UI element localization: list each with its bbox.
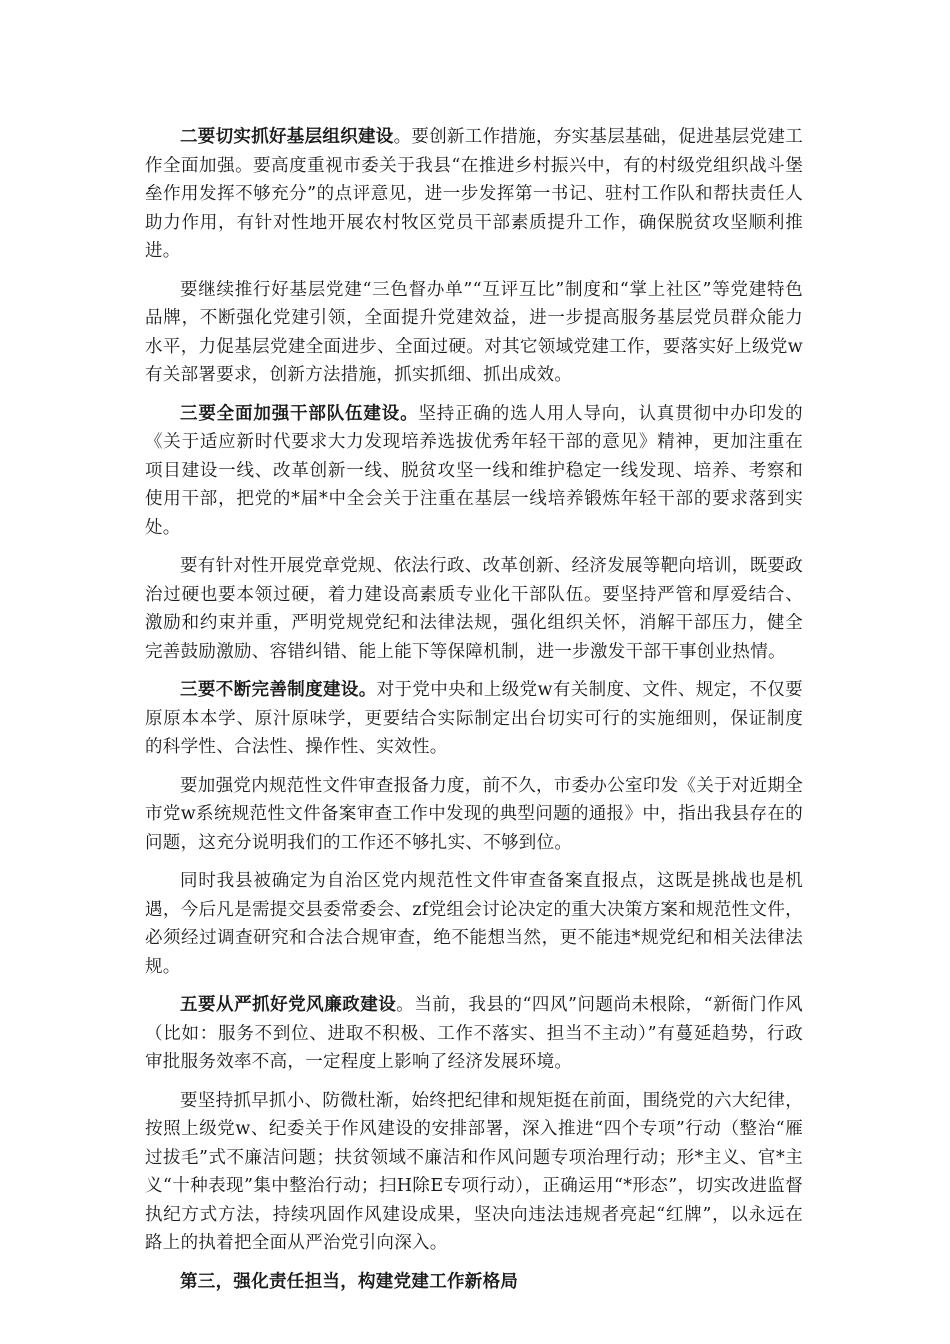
paragraph-body: 要加强党内规范性文件审查报备力度，前不久，市委办公室印发《关于对近期全市党w系统规范性文件备案审查工作中发现的典型问题的通报》中，指出我县存在的问题，这充分说明我们的工作还不够扎实、不够到位。 — [145, 775, 803, 853]
paragraph-body: 。当前，我县的“四风”问题尚未根除，“新衙门作风（比如：服务不到位、进取不积极、工作不落实、担当不主动）”有蔓延趋势，行政审批服务效率不高，一定程度上影响了经济发展环境。 — [145, 995, 803, 1072]
section-heading: 第三，强化责任担当，构建党建工作新格局 — [180, 1271, 519, 1292]
paragraph-body: 对于党中央和上级党w有关制度、文件、规定，不仅要原原本本学、原汁原味学，更要结合实际制定出台切实可行的实施细则，保证制度的科学性、合法性、操作性、实效性。 — [145, 680, 803, 757]
paragraph-body: 。要创新工作措施，夯实基层基础，促进基层党建工作全面加强。要高度重视市委关于我县“在推进乡村振兴中，有的村级党组织战斗堡垒作用发挥不够充分”的点评意见，进一步发挥第一书记、驻村工作队和帮扶责任人助力作用，有针对性地开展农村牧区党员干部素质提升工作，确保脱贫攻坚顺利推进。 — [145, 127, 804, 261]
paragraph-cadre-training — [145, 552, 803, 666]
paragraph-grassroots-organization — [145, 123, 803, 266]
paragraph-lead: 二要切实抓好基层组织建设 — [180, 127, 394, 147]
paragraph-body: 要有针对性开展党章党规、依法行政、改革创新、经济发展等靶向培训，既要政治过硬也要本领过硬，着力建设高素质专业化干部队伍。要坚持严管和厚爱结合、激励和约束并重，严明党规党纪和法律法规，强化组织关怀，消解干部压力，健全完善鼓励激励、容错纠错、能上能下等保障机制，进一步激发干部干事创业热情。 — [145, 556, 803, 662]
paragraph-lead: 三要全面加强干部队伍建设。 — [180, 403, 419, 424]
paragraph-clean-governance — [145, 991, 803, 1077]
document-page — [145, 123, 803, 1296]
paragraph-document-review — [145, 772, 803, 858]
paragraph-filing-pilot — [145, 867, 803, 981]
paragraph-lead: 五要从严抓好党风廉政建设 — [180, 995, 397, 1015]
paragraph-body: 坚持正确的选人用人导向，认真贯彻中办印发的《关于适应新时代要求大力发现培养选拔优秀年轻干部的意见》精神，更加注重在项目建设一线、改革创新一线、脱贫攻坚一线和维护稳定一线发现、培养、考察和使用干部，把党的*届*中全会关于注重在基层一线培养锻炼年轻干部的要求落到实处。 — [145, 403, 803, 538]
paragraph-body: 要坚持抓早抓小、防微杜渐，始终把纪律和规矩挺在前面，围绕党的六大纪律，按照上级党w、纪委关于作风建设的安排部署，深入推进“四个专项”行动（整治“雁过拔毛”式不廉洁问题；扶贫领域不廉洁和作风问题专项治理行动；形*主义、官*主义“十种表现”集中整治行动；扫H除E专项行动），正确运用“*形态”，切实改进监督执纪方式方法，持续巩固作风建设成果，坚决向违法违规者亮起“红牌”，以永远在路上的执着把全面从严治党引向深入。 — [145, 1090, 803, 1253]
paragraph-body: 要继续推行好基层党建“三色督办单”“互评互比”制度和“掌上社区”等党建特色品牌，不断强化党建引领，全面提升党建效益，进一步提高服务基层党员群众能力水平，力促基层党建全面进步、全面过硬。对其它领域党建工作，要落实好上级党w有关部署要求，创新方法措施，抓实抓细、抓出成效。 — [145, 279, 803, 385]
paragraph-lead: 三要不断完善制度建设。 — [180, 680, 377, 700]
paragraph-party-building-brands — [145, 276, 803, 390]
paragraph-cadre-team — [145, 400, 803, 543]
paragraph-body: 同时我县被确定为自治区党内规范性文件审查备案直报点，这既是挑战也是机遇，今后凡是需提交县委常委会、zf党组会讨论决定的重大决策方案和规范性文件，必须经过调查研究和合法合规审查，绝不能想当然，更不能违*规党纪和相关法律法规。 — [145, 871, 803, 977]
paragraph-system-building — [145, 676, 803, 762]
paragraph-discipline — [145, 1087, 803, 1258]
